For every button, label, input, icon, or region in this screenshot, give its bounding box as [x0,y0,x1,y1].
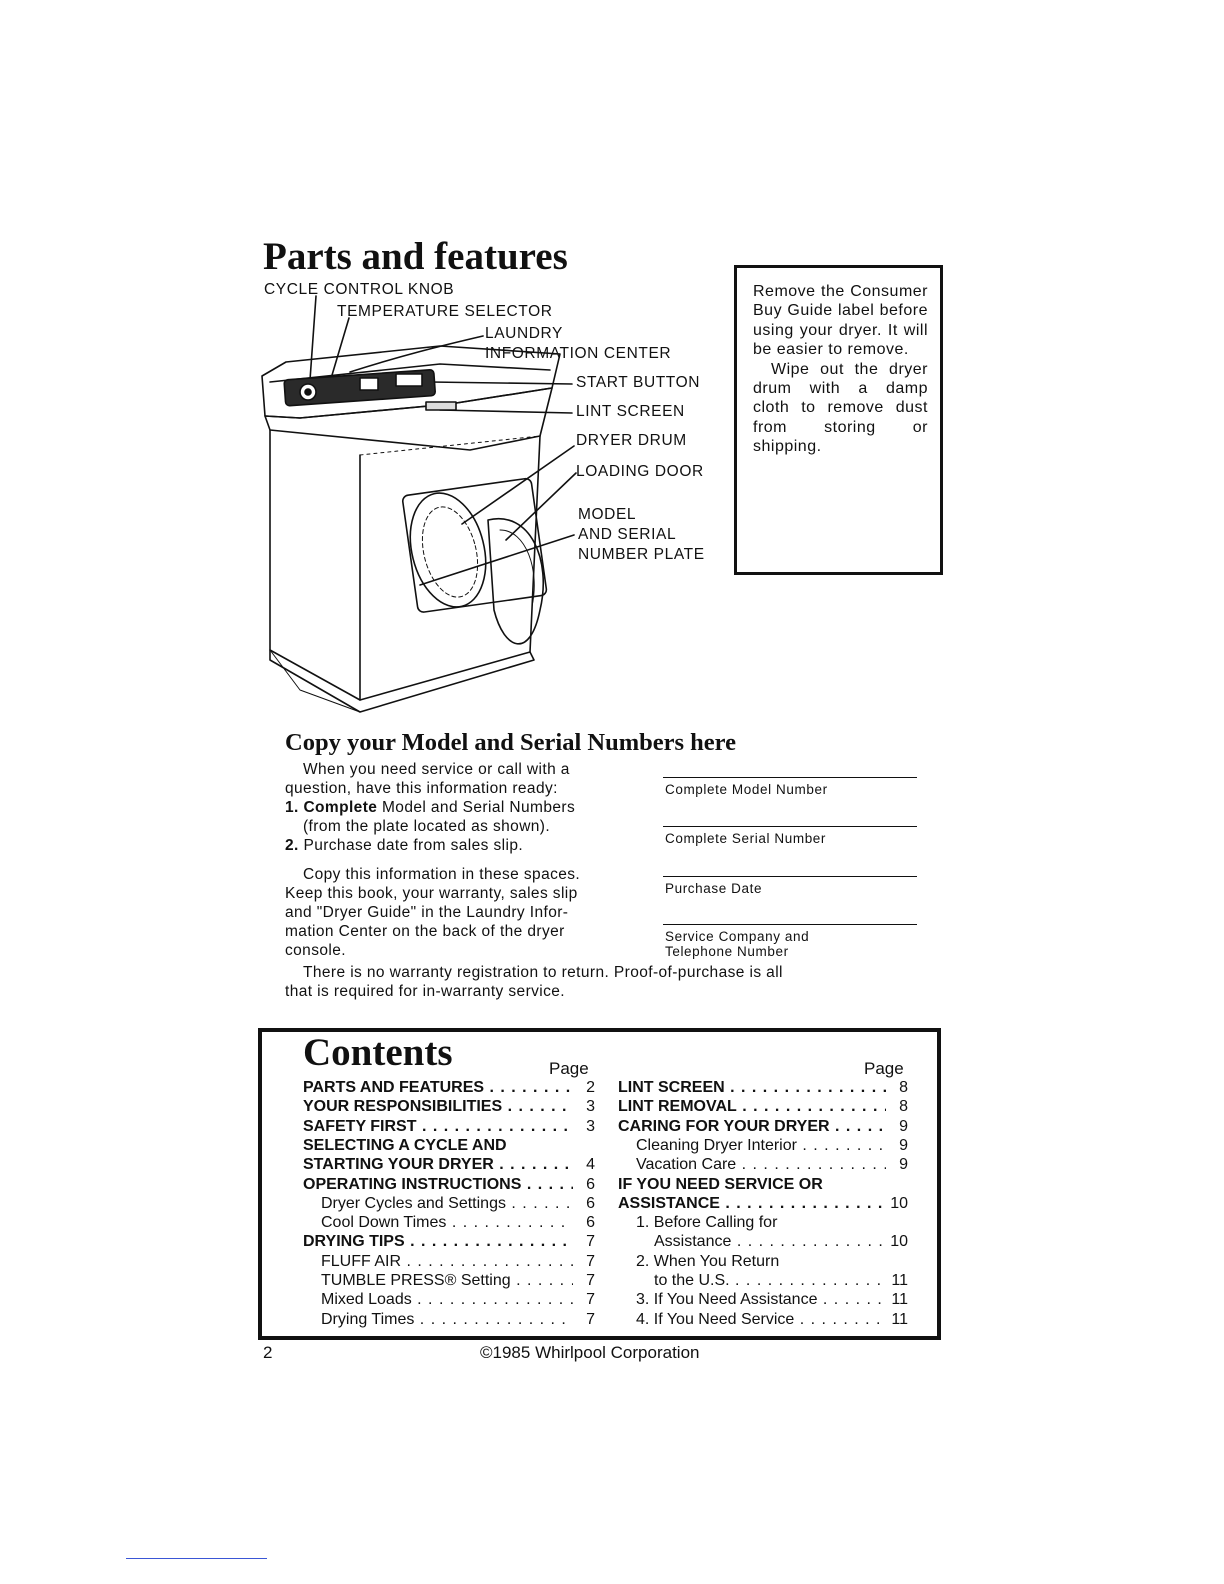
toc-entry-page: 11 [891,1310,908,1328]
toc-entry-page: 10 [890,1194,908,1212]
toc-entry-page: 10 [890,1233,908,1251]
toc-row[interactable] [321,1310,595,1329]
label-temperature-selector: TEMPERATURE SELECTOR [337,303,553,320]
list-item-2-text: Purchase date from sales slip. [303,837,524,854]
list-item-2 [285,836,523,855]
purchase-date-line[interactable] [663,876,917,877]
toc-entry-text: FLUFF AIR . . . [321,1252,573,1271]
copy-line-3: and "Dryer Guide" in the Laundry Infor- [285,904,569,921]
leader-loading-door [506,473,576,540]
label-model: MODEL [578,506,637,523]
toc-row[interactable] [321,1290,595,1309]
copy-line-4: mation Center on the back of the dryer [285,923,565,940]
toc-entry-page: 11 [891,1291,908,1309]
toc-entry-page: 11 [891,1272,908,1289]
toc-entry-text: STARTING YOUR DRYER . . . [303,1155,573,1174]
toc-entry-text: 3. If You Need Assistance . . . [636,1290,886,1309]
toc-entry-text: SELECTING A CYCLE AND [303,1136,507,1154]
toc-row[interactable] [618,1175,908,1194]
toc-entry-page [886,1252,908,1271]
notice-para-1: Remove the Consumer Buy Guide label before using your dryer. It will be easier to remove. [753,283,928,359]
toc-row[interactable] [636,1310,908,1329]
toc-entry-page [886,1175,908,1194]
toc-entry-text: CARING FOR YOUR DRYER . . . [618,1117,886,1136]
toc-entry-page: 7 [586,1233,595,1251]
label-dryer-drum: DRYER DRUM [576,432,687,449]
start-button [396,374,422,386]
toc-row[interactable] [303,1136,595,1155]
toc-entry-text: PARTS AND FEATURES . . . [303,1078,573,1097]
notice-para-2: Wipe out the dryer drum with a damp cloth to remove dust from storing or shipping. [753,360,928,456]
toc-entry-page: 7 [586,1252,595,1270]
copy-line-1: Copy this information in these spaces. [303,866,581,883]
toc-entry-page [886,1213,908,1232]
leader-lint-screen [440,410,572,413]
toc-entry-text: LINT REMOVAL . . . [618,1097,886,1116]
label-information-center: INFORMATION CENTER [485,345,672,362]
notice-box [734,265,943,575]
dryer-illustration [255,270,585,720]
toc-entry-page: 3 [586,1098,595,1116]
toc-row[interactable] [321,1271,595,1290]
service-company-label-2: Telephone Number [665,944,789,959]
model-number-label: Complete Model Number [665,782,828,797]
toc-row[interactable] [636,1213,908,1232]
label-loading-door: LOADING DOOR [576,463,704,480]
label-number-plate: NUMBER PLATE [578,546,705,563]
purchase-date-label: Purchase Date [665,881,763,896]
label-and-serial: AND SERIAL [578,526,677,543]
toc-row[interactable] [636,1290,908,1309]
serial-number-line[interactable] [663,826,917,827]
copy-line-5: console. [285,942,346,959]
list-item-1-bold: Complete [303,799,378,816]
service-company-line[interactable] [663,924,917,925]
contents-title: Contents [303,1031,453,1074]
toc-entry-text: to the U.S. . . . [654,1271,886,1290]
toc-entry-page: 2 [586,1079,595,1096]
leader-start-button [430,382,572,384]
toc-row[interactable] [636,1155,908,1174]
lint-screen [426,402,456,410]
toc-entry-text: OPERATING INSTRUCTIONS . . . [303,1175,573,1194]
toc-entry-page: 7 [586,1291,595,1309]
page-number: 2 [263,1343,273,1362]
toc-entry-page: 6 [586,1214,595,1232]
toc-entry-text: Vacation Care . . . [636,1155,886,1174]
service-company-label-1: Service Company and [665,929,810,944]
toc-entry-text: SAFETY FIRST . . . [303,1117,573,1136]
model-number-line[interactable] [663,777,917,778]
leader-serial-plate [420,535,574,585]
toc-entry-text: Drying Times . . . [321,1310,573,1329]
toc-row[interactable] [636,1136,908,1155]
list-item-1 [285,798,575,817]
toc-entry-page: 7 [586,1310,595,1328]
page-title: Parts and features [263,235,568,278]
toc-entry-page: 6 [586,1175,595,1193]
copy-line-2: Keep this book, your warranty, sales slip [285,885,578,902]
label-cycle-control-knob: CYCLE CONTROL KNOB [264,281,455,298]
toc-row[interactable] [303,1078,595,1097]
intro-line-1: When you need service or call with a [303,761,570,778]
toc-row[interactable] [321,1213,595,1232]
toc-entry-page [573,1136,595,1155]
warranty-line-2: that is required for in-warranty service. [285,983,565,1000]
toc-row[interactable] [654,1232,908,1251]
toc-entry-text: Mixed Loads . . . [321,1290,573,1309]
copy-heading: Copy your Model and Serial Numbers here [285,729,736,756]
serial-number-label: Complete Serial Number [665,831,827,846]
toc-entry-text: LINT SCREEN . . . [618,1078,886,1097]
toc-entry-text: 4. If You Need Service . . . [636,1310,886,1329]
toc-entry-text: Dryer Cycles and Settings . . . [321,1194,573,1213]
contents-page-label-left: Page [549,1059,589,1078]
toc-row[interactable] [303,1232,595,1251]
toc-entry-page: 3 [586,1117,595,1135]
toc-row[interactable] [618,1078,908,1097]
toc-row[interactable] [654,1271,908,1290]
toc-row[interactable] [636,1252,908,1271]
toc-entry-page: 8 [899,1079,908,1096]
dryer-drum [399,485,497,615]
toc-entry-text: DRYING TIPS . . . [303,1232,573,1251]
cabinet-outline [270,430,540,700]
label-laundry: LAUNDRY [485,325,563,342]
toc-row[interactable] [618,1117,908,1136]
warranty-line-1: There is no warranty registration to return. Proof-of-purchase is all [303,964,783,981]
toc-entry-page: 4 [586,1156,595,1174]
toc-entry-text: 1. Before Calling for [636,1214,778,1232]
toc-row[interactable] [303,1175,595,1194]
toc-row[interactable] [303,1097,595,1116]
list-item-2-number: 2. [285,837,299,854]
footnote-rule [126,1558,267,1559]
copyright: ©1985 Whirlpool Corporation [480,1343,700,1362]
intro-line-2: question, have this information ready: [285,780,558,797]
list-item-1-rest: Model and Serial Numbers [377,799,576,816]
toc-entry-page: 9 [899,1136,908,1154]
toc-entry-text: IF YOU NEED SERVICE OR [618,1175,823,1193]
toc-entry-page: 6 [586,1194,595,1212]
toc-row[interactable] [321,1252,595,1271]
toc-entry-page: 9 [899,1117,908,1135]
label-lint-screen: LINT SCREEN [576,403,685,420]
toc-row[interactable] [321,1194,595,1213]
toc-row[interactable] [618,1194,908,1213]
toc-row[interactable] [303,1117,595,1136]
toc-row[interactable] [303,1155,595,1174]
toc-entry-text: YOUR RESPONSIBILITIES . . . [303,1097,573,1116]
toc-entry-page: 7 [586,1272,595,1289]
toc-entry-text: ASSISTANCE . . . [618,1194,886,1213]
list-item-1-line-2: (from the plate located as shown). [303,818,551,835]
toc-entry-text: Cool Down Times . . . [321,1213,573,1232]
toc-entry-text: Cleaning Dryer Interior . . . [636,1136,886,1155]
toc-entry-text: Assistance . . . [654,1232,886,1251]
toc-entry-text: TUMBLE PRESS® Setting . . . [321,1271,573,1290]
toc-entry-text: 2. When You Return [636,1252,780,1270]
toc-row[interactable] [618,1097,908,1116]
toc-entry-page: 8 [899,1098,908,1116]
list-item-1-number: 1. [285,799,299,816]
contents-page-label-right: Page [864,1059,904,1078]
label-start-button: START BUTTON [576,374,701,391]
temperature-selector [360,378,378,390]
toc-entry-page: 9 [899,1156,908,1174]
